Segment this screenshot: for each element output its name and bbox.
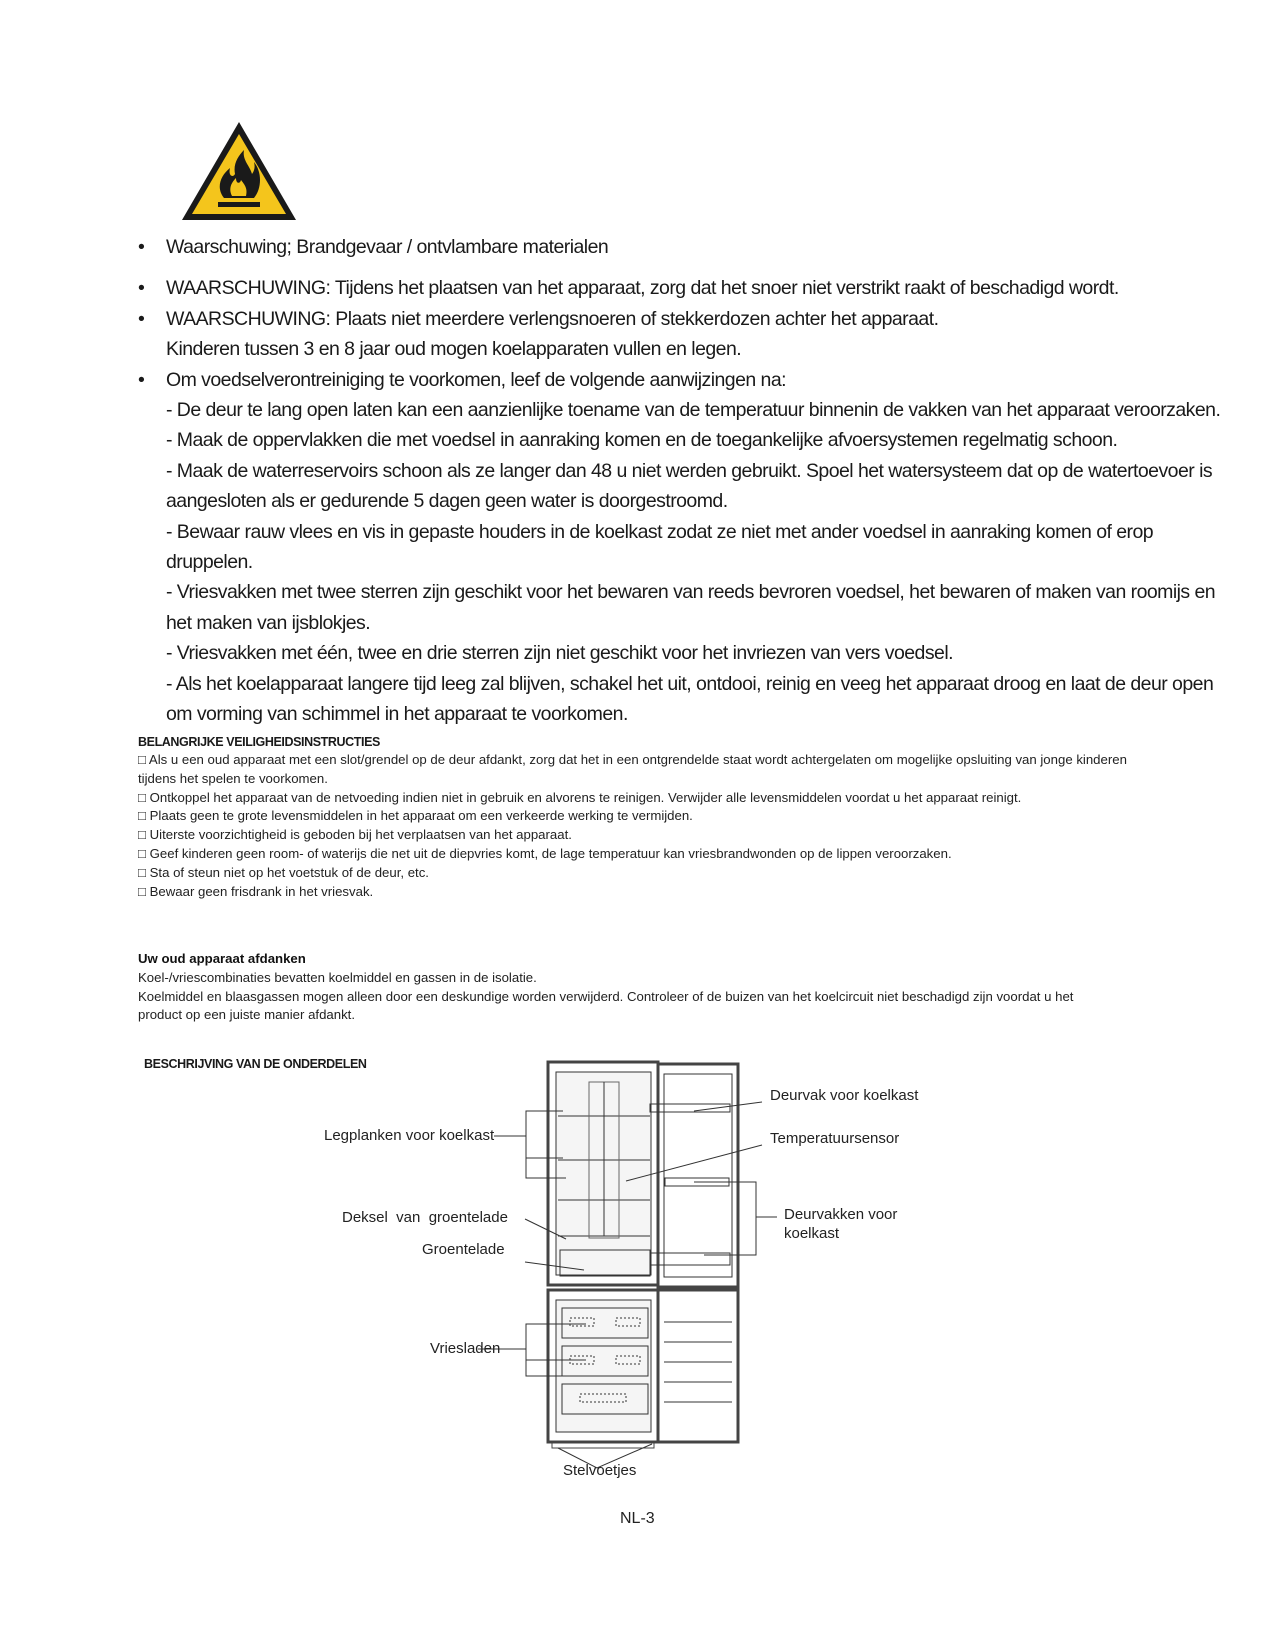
warning-line: - Maak de waterreservoirs schoon als ze langer dan 48 u niet werden gebruikt. Spoel het watersysteem dat op de watertoevoer is aangesloten als er gedurende 5 dagen geen water is doorgestroomd. xyxy=(166,459,1213,513)
warning-item: • Om voedselverontreiniging te voorkomen, leef de volgende aanwijzingen na: xyxy=(138,368,787,391)
list-item: □ Sta of steun niet op het voetstuk of de deur, etc. xyxy=(138,864,429,880)
paragraph: Koelmiddel en blaasgassen mogen alleen door een deskundige worden verwijderd. Controleer of de buizen van het koelcircuit niet beschadigd zijn voordat u het product op een juiste manier afdankt. xyxy=(138,988,1074,1023)
warning-line: Kinderen tussen 3 en 8 jaar oud mogen koelapparaten vullen en legen. xyxy=(166,338,742,361)
list-item: □ Geef kinderen geen room- of waterijs die net uit de diepvries komt, de lage temperatuur kan vriesbrandwonden op de lippen veroorzaken. xyxy=(138,845,952,861)
list-item: □ Uiterste voorzichtigheid is geboden bij het verplaatsen van het apparaat. xyxy=(138,827,572,843)
section-title: BESCHRIJVING VAN DE ONDERDELEN xyxy=(144,1057,367,1071)
list-item: □ Als u een oud apparaat met een slot/grendel op de deur afdankt, zorg dat het in een ontgrendelde staat wordt achtergelaten om mogelijke opsluiting van jonge kinderen tijdens het spelen te voorkomen. xyxy=(138,752,1127,786)
warning-line: - Als het koelapparaat langere tijd leeg zal blijven, schakel het uit, ontdooi, reinig en veeg het apparaat droog en laat de deur open om vorming van schimmel in het apparaat te voorkomen. xyxy=(166,672,1214,726)
label-groentelade: Groentelade xyxy=(422,1241,505,1258)
label-deurvakken xyxy=(784,1205,897,1243)
warning-line: - Bewaar rauw vlees en vis in gepaste houders in de koelkast zodat ze niet met ander voedsel in aanraking komen of erop druppelen. xyxy=(166,520,1154,574)
warning-item: • WAARSCHUWING: Tijdens het plaatsen van het apparaat, zorg dat het snoer niet verstrikt raakt of beschadigd wordt. xyxy=(138,277,1119,300)
section-title: BELANGRIJKE VEILIGHEIDSINSTRUCTIES xyxy=(138,735,380,749)
label-temperatuursensor: Temperatuursensor xyxy=(770,1130,900,1147)
label-line: koelkast xyxy=(784,1225,840,1242)
label-vriesladen: Vriesladen xyxy=(430,1340,501,1357)
list-item: □ Ontkoppel het apparaat van de netvoeding indien niet in gebruik en alvorens te reinigen. Verwijder alle levensmiddelen voordat u het apparaat reinigt. xyxy=(138,789,1022,805)
label-stelvoetjes: Stelvoetjes xyxy=(563,1462,637,1479)
label-line: Deurvakken voor xyxy=(784,1206,898,1223)
warning-item: • Waarschuwing; Brandgevaar / ontvlambare materialen xyxy=(138,236,609,258)
label-deurvak: Deurvak voor koelkast xyxy=(770,1087,919,1104)
list-item: □ Plaats geen te grote levensmiddelen in het apparaat om een verkeerde werking te vermijden. xyxy=(138,808,693,824)
warning-line: - Vriesvakken met twee sterren zijn geschikt voor het bewaren van reeds bevroren voedsel, het bewaren of maken van roomijs en het maken van ijsblokjes. xyxy=(166,581,1216,634)
section-title: Uw oud apparaat afdanken xyxy=(138,951,306,966)
label-deksel: Deksel van groentelade xyxy=(342,1209,508,1226)
warning-line: - Vriesvakken met één, twee en drie sterren zijn niet geschikt voor het invriezen van vers voedsel. xyxy=(166,642,953,665)
warning-line: - De deur te lang open laten kan een aanzienlijke toename van de temperatuur binnenin de vakken van het apparaat veroorzaken. xyxy=(166,399,1221,422)
paragraph: Koel-/vriescombinaties bevatten koelmiddel en gassen in de isolatie. xyxy=(138,969,537,985)
list-item: □ Bewaar geen frisdrank in het vriesvak. xyxy=(138,883,374,899)
label-legplanken: Legplanken voor koelkast xyxy=(324,1127,495,1144)
warning-item: • WAARSCHUWING: Plaats niet meerdere verlengsnoeren of stekkerdozen achter het apparaat. xyxy=(138,307,939,330)
page-number: NL-3 xyxy=(620,1510,655,1527)
warning-line: - Maak de oppervlakken die met voedsel in aanraking komen en de toegankelijke afvoersystemen regelmatig schoon. xyxy=(166,429,1118,452)
